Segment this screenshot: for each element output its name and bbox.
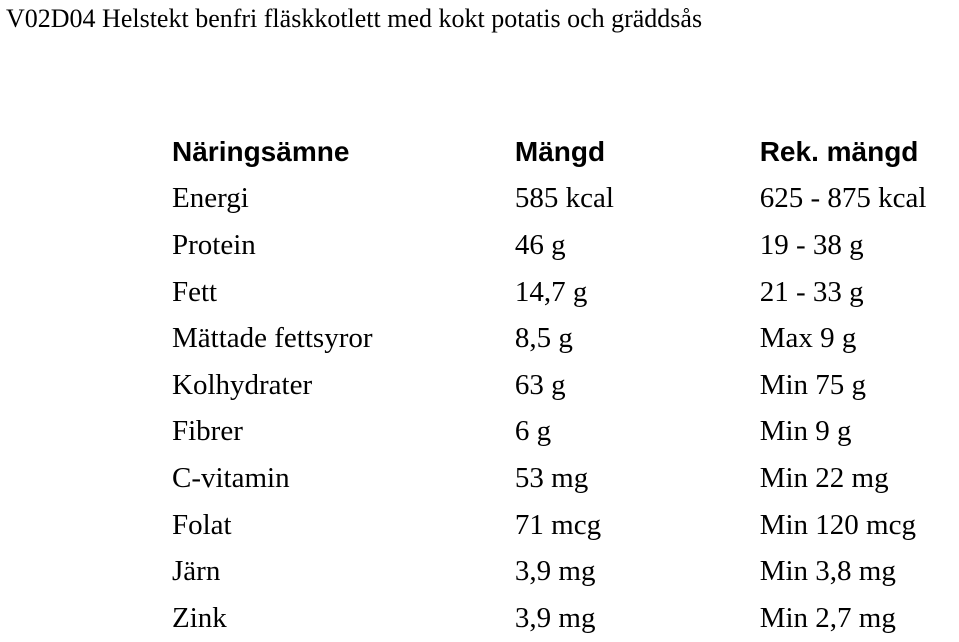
nutrient-cell: Mättade fettsyror	[172, 322, 373, 355]
amount-cell: 46 g	[514, 228, 566, 261]
amount-cell: 8,5 g	[514, 322, 573, 355]
table-row	[172, 222, 959, 269]
amount-cell: 3,9 mg	[514, 601, 596, 634]
amount-cell: 63 g	[514, 368, 566, 401]
nutrient-cell: C-vitamin	[172, 461, 290, 494]
recommended-cell: Min 9 g	[759, 415, 852, 448]
table-row	[172, 595, 959, 642]
column-header-amount: Mängd	[514, 136, 606, 168]
column-header-nutrient: Näringsämne	[172, 136, 350, 168]
recommended-cell: Min 75 g	[759, 368, 867, 401]
nutrition-table	[172, 129, 959, 642]
table-row	[172, 502, 959, 549]
amount-cell: 585 kcal	[514, 182, 614, 215]
nutrient-cell: Zink	[172, 601, 227, 634]
nutrient-cell: Fett	[172, 275, 218, 308]
column-header-recommended: Rek. mängd	[759, 136, 919, 168]
table-row	[172, 269, 959, 316]
amount-cell: 14,7 g	[514, 275, 588, 308]
amount-cell: 53 mg	[514, 461, 589, 494]
nutrient-cell: Fibrer	[172, 415, 243, 448]
page-title: V02D04 Helstekt benfri fläskkotlett med kokt potatis och gräddsås	[6, 4, 703, 33]
recommended-cell: 19 - 38 g	[759, 228, 864, 261]
recommended-cell: Max 9 g	[759, 322, 857, 355]
amount-cell: 6 g	[514, 415, 552, 448]
nutrient-cell: Kolhydrater	[172, 368, 313, 401]
nutrient-cell: Järn	[172, 555, 221, 588]
amount-cell: 71 mcg	[514, 508, 602, 541]
recommended-cell: Min 3,8 mg	[759, 555, 896, 588]
table-row	[172, 548, 959, 595]
table-row	[172, 455, 959, 502]
header-row	[172, 129, 959, 176]
table-header	[172, 129, 959, 176]
table-row	[172, 362, 959, 409]
table-row	[172, 176, 959, 223]
table-row	[172, 315, 959, 362]
nutrient-cell: Energi	[172, 182, 249, 215]
recommended-cell: 625 - 875 kcal	[759, 182, 927, 215]
recommended-cell: 21 - 33 g	[759, 275, 864, 308]
table-row	[172, 409, 959, 456]
recommended-cell: Min 2,7 mg	[759, 601, 896, 634]
amount-cell: 3,9 mg	[514, 555, 596, 588]
recommended-cell: Min 22 mg	[759, 461, 889, 494]
recommended-cell: Min 120 mcg	[759, 508, 916, 541]
table-body	[172, 176, 959, 642]
nutrient-cell: Folat	[172, 508, 232, 541]
nutrient-cell: Protein	[172, 228, 256, 261]
